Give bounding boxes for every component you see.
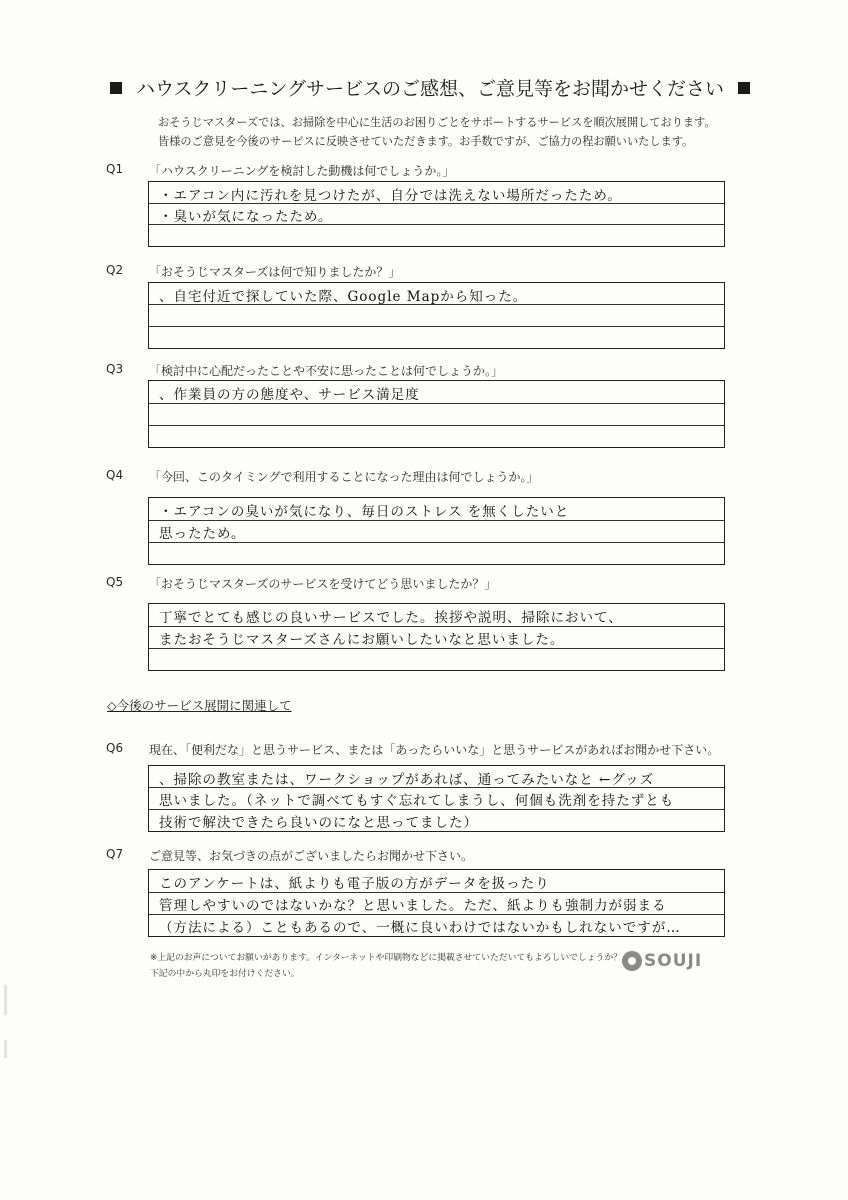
intro-line: 皆様のご意見を今後のサービスに反映させていただきます。お手数ですが、ご協力の程お願いいたします。 <box>158 135 694 148</box>
question-number: Q7 <box>106 847 124 861</box>
question-text: 現在、「便利だな」と思うサービス、または「あったらいいな」と思うサービスがあればお聞かせ下さい。 <box>149 743 720 757</box>
question-text: 「ハウスクリーニングを検討した動機は何でしょうか。」 <box>149 164 455 178</box>
logo-text: SOUJI <box>644 950 703 971</box>
answer-box[interactable] <box>148 380 725 448</box>
answer-box[interactable] <box>148 282 725 349</box>
logo-subtext-icon <box>622 970 730 977</box>
answer-line: 、自宅付近で探していた際、Google Mapから知った。 <box>159 289 528 305</box>
question-number: Q1 <box>106 162 124 176</box>
answer-box[interactable] <box>148 765 725 832</box>
answer-line: 技術で解決できたら良いのになと思ってました） <box>159 815 478 831</box>
logo-mark-icon <box>622 951 642 971</box>
answer-line: ・エアコンの臭いが気になり、毎日のストレス を無くしたいと <box>159 504 570 520</box>
question-text: 「今回、このタイミングで利用することになった理由は何でしょうか。」 <box>149 470 539 484</box>
answer-line: ・エアコン内に汚れを見つけたが、自分では洗えない場所だったため。 <box>159 188 622 204</box>
answer-line: 管理しやすいのではないかな？と思いました。ただ、紙よりも強制力が弱まる <box>159 898 667 914</box>
question-text: 「検討中に心配だったことや不安に思ったことは何でしょうか。」 <box>149 364 504 378</box>
answer-line: 丁寧でとても感じの良いサービスでした。挨拶や説明、掃除において、 <box>159 610 623 626</box>
answer-line: 、作業員の方の態度や、サービス満足度 <box>159 387 420 403</box>
square-bullet-icon <box>738 82 750 94</box>
page-title-text: ハウスクリーニングサービスのご感想、ご意見等をお聞かせください <box>136 78 725 100</box>
answer-box[interactable] <box>148 497 725 565</box>
answer-line: このアンケートは、紙よりも電子版の方がデータを扱ったり <box>159 876 550 892</box>
question-number: Q2 <box>106 263 124 277</box>
question-number: Q3 <box>106 362 124 376</box>
question-number: Q6 <box>106 741 124 755</box>
scan-artifact <box>4 985 7 1015</box>
intro-text <box>158 113 716 151</box>
scan-artifact <box>4 1040 7 1058</box>
intro-line: おそうじマスターズでは、お掃除を中心に生活のお困りごとをサポートするサービスを順次展開しております。 <box>158 116 716 129</box>
page-title <box>100 74 800 101</box>
question-text: 「おそうじマスターズは何で知りましたか？」 <box>149 265 401 279</box>
question-number: Q4 <box>106 468 124 482</box>
question-text: 「おそうじマスターズのサービスを受けてどう思いましたか？」 <box>149 577 497 591</box>
answer-line: またおそうじマスターズさんにお願いしたいなと思いました。 <box>159 632 565 648</box>
answer-box[interactable] <box>148 603 725 671</box>
question-number: Q5 <box>106 575 124 589</box>
question-text: ご意見等、お気づきの点がございましたらお聞かせ下さい。 <box>149 849 474 863</box>
answer-box[interactable] <box>148 869 725 937</box>
footnote: ※上記のお声についてお願いがあります。インターネットや印刷物などに掲載させていただいてもよろしいでしょうか？ <box>150 953 622 963</box>
company-logo <box>622 950 730 980</box>
footnote: 下記の中から丸印をお付けください。 <box>150 969 300 979</box>
answer-line: 、掃除の教室または、ワークショップがあれば、通ってみたいなと ←グッズ <box>159 772 655 788</box>
square-bullet-icon <box>110 82 122 94</box>
answer-line: ・臭いが気になったため。 <box>159 209 333 225</box>
answer-line: （方法による）こともあるので、一概に良いわけではないかもしれないですが… <box>159 920 681 936</box>
answer-line: 思いました。（ネットで調べてもすぐ忘れてしまうし、何個も洗剤を持たずとも <box>159 793 675 809</box>
answer-line: 思ったため。 <box>159 526 246 542</box>
answer-box[interactable] <box>148 181 725 247</box>
section-heading: ◇今後のサービス展開に関連して <box>107 698 292 713</box>
